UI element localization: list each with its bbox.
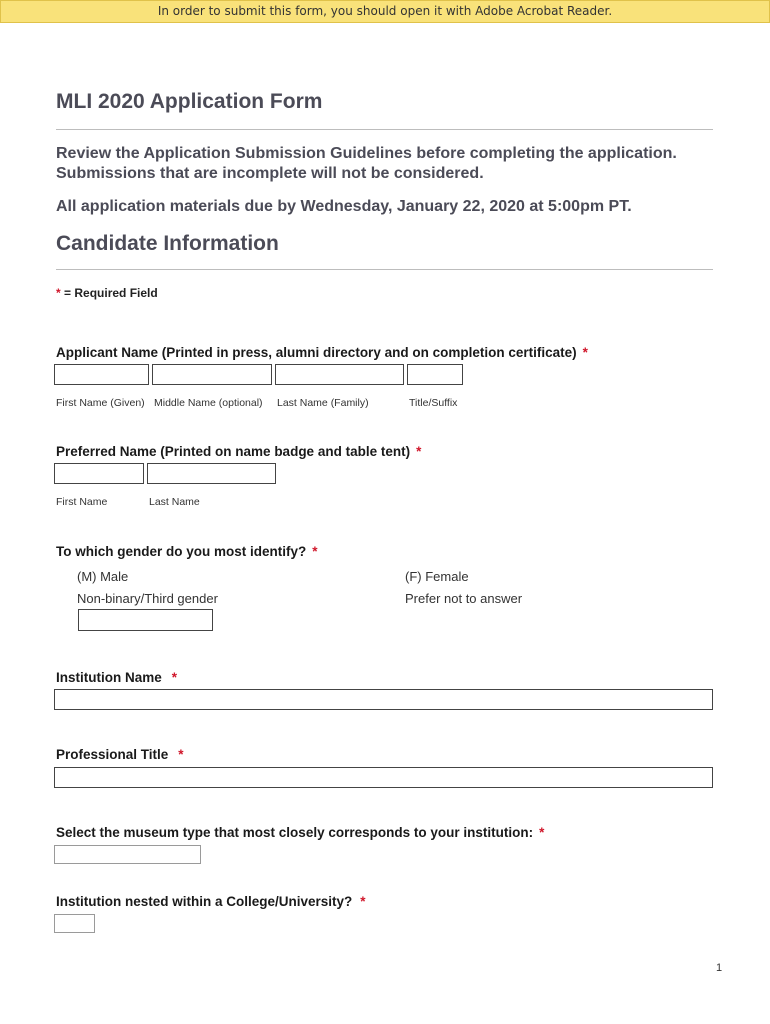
page-number: 1 — [716, 962, 723, 974]
applicant-middle-name-field[interactable] — [152, 364, 272, 385]
applicant-last-name-field[interactable] — [275, 364, 404, 385]
section-title: Candidate Information — [56, 232, 279, 255]
gender-option-prefer-not: Prefer not to answer — [405, 591, 523, 606]
last-name-caption: Last Name (Family) — [277, 397, 369, 409]
required-note-text: = Required Field — [64, 286, 158, 300]
gender-option-female: (F) Female — [405, 569, 469, 584]
institution-name-label — [56, 670, 177, 685]
museum-type-dropdown[interactable] — [54, 845, 201, 864]
museum-type-label-text: Select the museum type that most closely corresponds to your institution: — [56, 825, 534, 840]
gender-select-field[interactable] — [78, 609, 213, 631]
college-label — [56, 894, 366, 909]
applicant-first-name-field[interactable] — [54, 364, 149, 385]
applicant-name-label-text: Applicant Name (Printed in press, alumni directory and on completion certificate) — [56, 345, 577, 360]
form-title: MLI 2020 Application Form — [56, 90, 323, 113]
reader-notice-banner: In order to submit this form, you should open it with Adobe Acrobat Reader. — [0, 0, 770, 23]
gender-label-text: To which gender do you most identify? — [56, 544, 307, 559]
college-label-text: Institution nested within a College/University? — [56, 894, 353, 909]
applicant-title-suffix-field[interactable] — [407, 364, 463, 385]
required-star: * — [360, 894, 366, 909]
preferred-name-label — [56, 444, 421, 459]
gender-label — [56, 544, 318, 559]
title-divider — [56, 129, 713, 130]
guidelines-text: Review the Application Submission Guidelines before completing the application. Submissions that are incomplete will not be considered. — [56, 145, 677, 182]
preferred-last-name-field[interactable] — [147, 463, 276, 484]
preferred-name-label-text: Preferred Name (Printed on name badge and table tent) — [56, 444, 411, 459]
first-name-caption: First Name (Given) — [56, 397, 145, 409]
middle-name-caption: Middle Name (optional) — [154, 397, 263, 409]
professional-title-label — [56, 747, 184, 762]
applicant-name-label — [56, 345, 588, 360]
required-star: * — [539, 825, 545, 840]
gender-option-male: (M) Male — [77, 569, 129, 584]
museum-type-label — [56, 825, 544, 840]
institution-name-label-text: Institution Name — [56, 670, 162, 685]
professional-title-label-text: Professional Title — [56, 747, 169, 762]
required-star: * — [56, 286, 61, 300]
required-star: * — [171, 670, 178, 685]
preferred-first-name-field[interactable] — [54, 463, 144, 484]
required-star: * — [178, 747, 184, 762]
section-divider — [56, 269, 713, 270]
required-star: * — [582, 345, 588, 360]
due-date-text: All application materials due by Wednesday, January 22, 2020 at 5:00pm PT. — [56, 198, 632, 215]
required-star: * — [416, 444, 422, 459]
college-dropdown[interactable] — [54, 914, 95, 933]
professional-title-field[interactable] — [54, 767, 713, 788]
title-suffix-caption: Title/Suffix — [409, 397, 458, 409]
institution-name-field[interactable] — [54, 689, 713, 710]
gender-option-nonbinary: Non-binary/Third gender — [77, 591, 218, 606]
preferred-last-name-caption: Last Name — [149, 496, 200, 508]
required-field-note — [56, 286, 158, 300]
required-star: * — [312, 544, 318, 559]
preferred-first-name-caption: First Name — [56, 496, 108, 508]
